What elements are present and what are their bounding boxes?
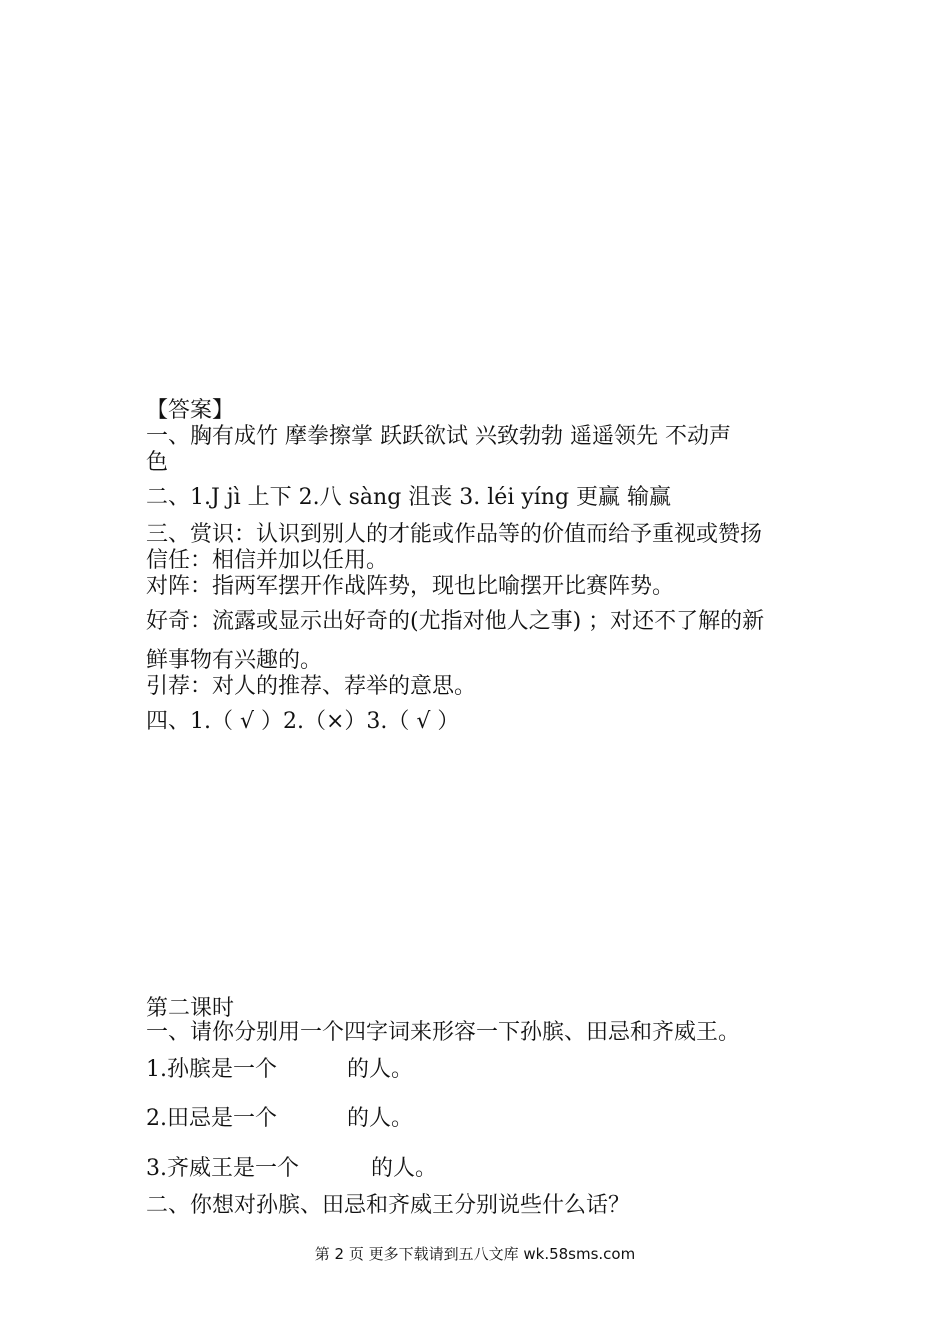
answer-q2: 二、1.J jì 上下 2.八 sàng 沮丧 3. léi yíng 更赢 输赢 <box>146 485 672 510</box>
answer-q3-line1: 三、赏识：认识到别人的才能或作品等的价值而给予重视或赞扬 <box>146 522 763 547</box>
lesson2-q1-prompt: 一、请你分别用一个四字词来形容一下孙膑、田忌和齐威王。 <box>146 1020 741 1045</box>
lesson2-title: 第二课时 <box>146 996 235 1021</box>
answer-q1-line1: 一、胸有成竹 摩拳擦掌 跃跃欲试 兴致勃勃 遥遥领先 不动声 <box>146 424 731 449</box>
answer-q3-line6: 引荐：对人的推荐、荐举的意思。 <box>146 674 477 699</box>
lesson2-item1-start: 1.孙膑是一个 <box>146 1057 277 1082</box>
lesson2-item3-start: 3.齐威王是一个 <box>146 1156 299 1181</box>
answer-q3-line4: 好奇：流露或显示出好奇的(尤指对他人之事) ；对还不了解的新 <box>146 609 765 634</box>
answer-q3-line3: 对阵：指两军摆开作战阵势，现也比喻摆开比赛阵势。 <box>146 574 675 599</box>
answer-heading: 【答案】 <box>146 398 235 423</box>
lesson2-item2-end: 的人。 <box>347 1106 414 1131</box>
page-footer: 第 2 页 更多下载请到五八文库 wk.58sms.com <box>314 1245 636 1263</box>
lesson2-item3-end: 的人。 <box>371 1156 438 1181</box>
answer-q1-line2: 色 <box>146 450 169 475</box>
answer-q3-line2: 信任：相信并加以任用。 <box>146 548 389 573</box>
lesson2-item2-start: 2.田忌是一个 <box>146 1106 277 1131</box>
lesson2-q2-prompt: 二、你想对孙膑、田忌和齐威王分别说些什么话？ <box>146 1193 631 1218</box>
answer-q4: 四、1.（ √ ）2.（×）3.（ √ ） <box>146 709 460 734</box>
answer-q3-line5: 鲜事物有兴趣的。 <box>146 648 323 673</box>
lesson2-item1-end: 的人。 <box>347 1057 414 1082</box>
